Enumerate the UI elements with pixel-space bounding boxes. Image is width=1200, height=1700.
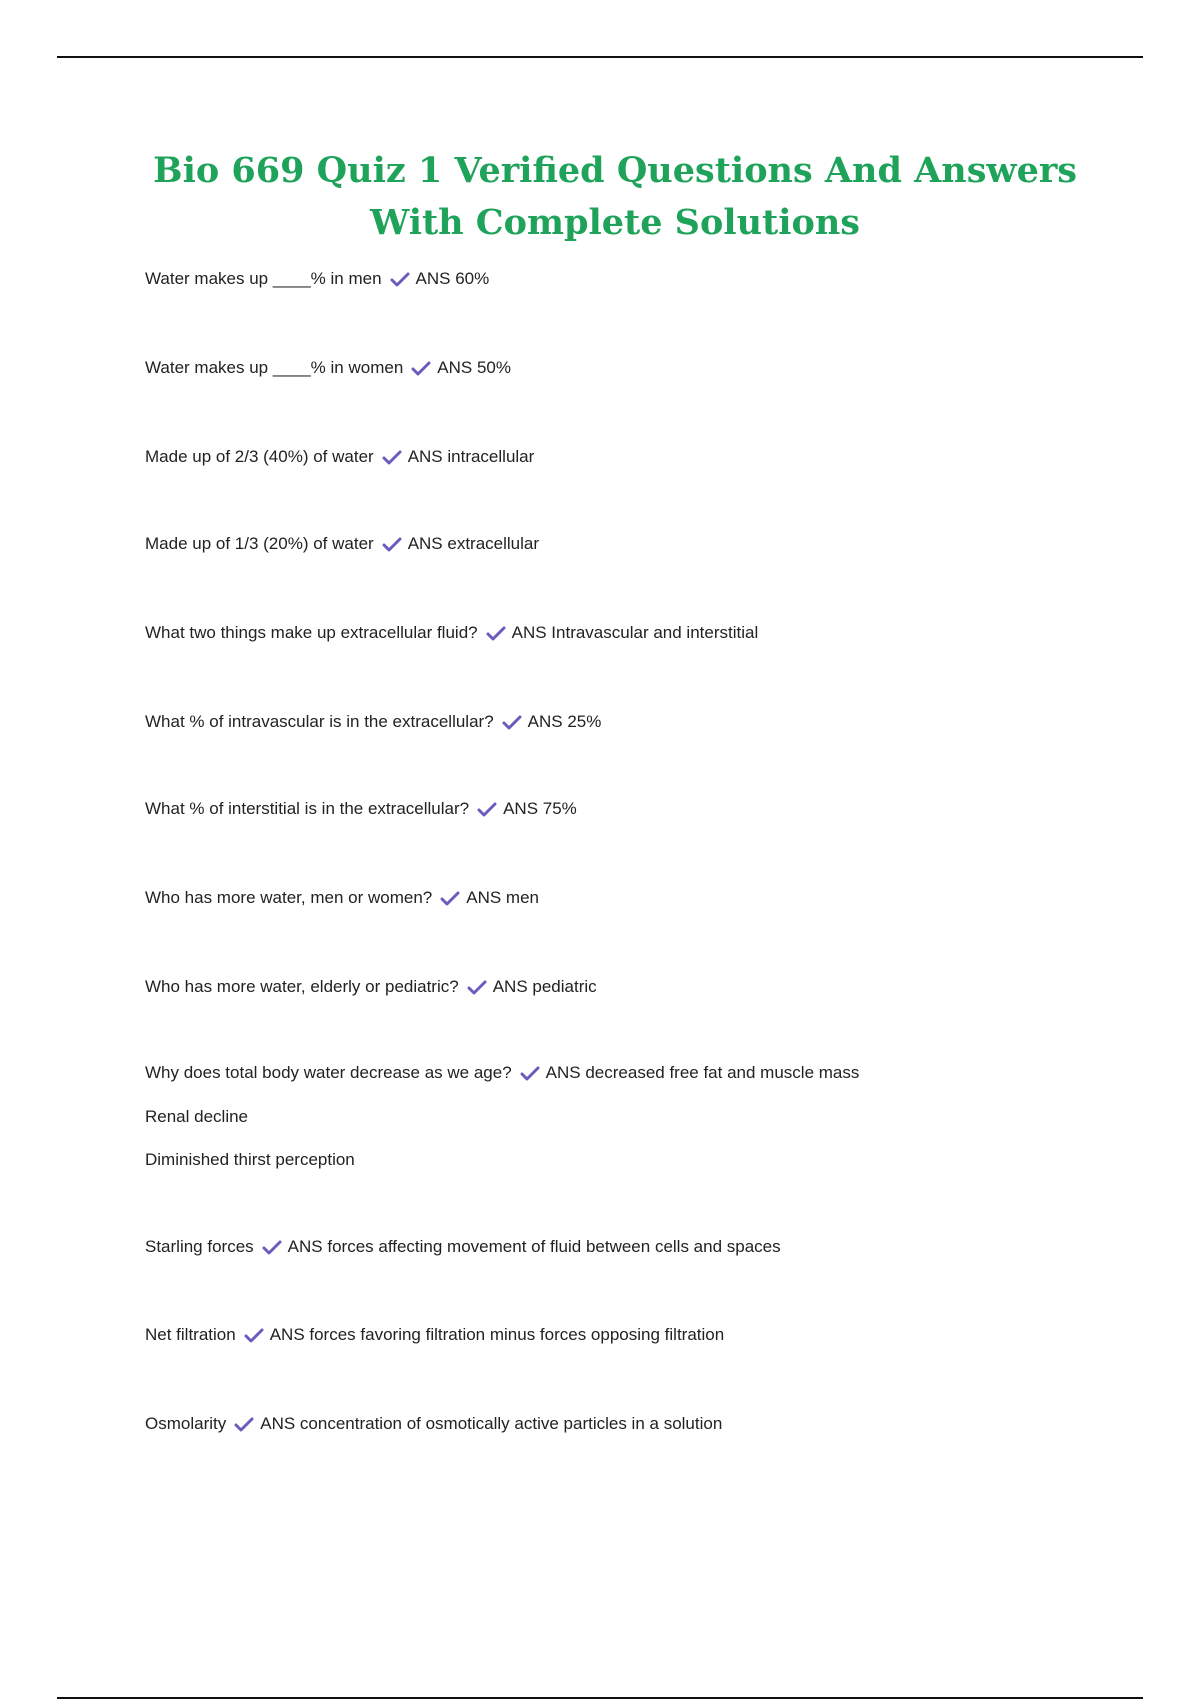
- question-text: What two things make up extracellular fluid?: [145, 623, 478, 642]
- answer-text: ANS forces affecting movement of fluid between cells and spaces: [287, 1237, 781, 1256]
- checkmark-icon: [502, 714, 522, 730]
- checkmark-icon: [440, 890, 460, 906]
- answer-text: ANS 60%: [415, 269, 490, 288]
- qa-item: [145, 357, 511, 379]
- checkmark-icon: [411, 360, 431, 376]
- answer-text: ANS intracellular: [407, 447, 535, 466]
- checkmark-icon: [486, 625, 506, 641]
- qa-item: [145, 711, 601, 733]
- qa-item: [145, 1062, 859, 1084]
- checkmark-icon: [477, 801, 497, 817]
- qa-item: [145, 268, 489, 290]
- answer-text: ANS decreased free fat and muscle mass: [545, 1063, 860, 1082]
- question-text: Water makes up ____% in men: [145, 269, 382, 288]
- checkmark-icon: [234, 1416, 254, 1432]
- qa-item: [145, 533, 539, 555]
- qa-item: [145, 798, 577, 820]
- answer-continuation: Renal decline: [145, 1107, 249, 1126]
- question-text: What % of intravascular is in the extracellular?: [145, 712, 494, 731]
- checkmark-icon: [520, 1065, 540, 1081]
- question-text: Made up of 2/3 (40%) of water: [145, 447, 374, 466]
- checkmark-icon: [262, 1239, 282, 1255]
- checkmark-icon: [390, 271, 410, 287]
- qa-item: [145, 887, 539, 909]
- question-text: Starling forces: [145, 1237, 254, 1256]
- answer-text: ANS Intravascular and interstitial: [511, 623, 759, 642]
- answer-text: ANS men: [466, 888, 539, 907]
- question-text: Who has more water, men or women?: [145, 888, 433, 907]
- answer-text: ANS forces favoring filtration minus forces opposing filtration: [269, 1325, 725, 1344]
- question-text: Why does total body water decrease as we age?: [145, 1063, 512, 1082]
- question-text: Osmolarity: [145, 1414, 227, 1433]
- question-text: What % of interstitial is in the extracellular?: [145, 799, 470, 818]
- bottom-rule: [57, 1697, 1143, 1699]
- question-text: Net filtration: [145, 1325, 236, 1344]
- answer-continuation: Diminished thirst perception: [145, 1150, 355, 1169]
- question-text: Who has more water, elderly or pediatric?: [145, 977, 459, 996]
- answer-text: ANS 25%: [527, 712, 602, 731]
- answer-text: ANS 75%: [503, 799, 577, 818]
- qa-item: [145, 622, 758, 644]
- qa-item: [145, 1324, 724, 1346]
- qa-item: [145, 1413, 722, 1435]
- question-text: Made up of 1/3 (20%) of water: [145, 534, 374, 553]
- checkmark-icon: [382, 449, 402, 465]
- checkmark-icon: [467, 979, 487, 995]
- checkmark-icon: [244, 1327, 264, 1343]
- qa-item: [145, 446, 534, 468]
- answer-text: ANS 50%: [437, 358, 511, 377]
- top-rule: [57, 56, 1143, 58]
- page-title: Bio 669 Quiz 1 Verified Questions And Answers With Complete Solutions: [153, 150, 1077, 243]
- qa-item: [145, 1236, 781, 1258]
- answer-text: ANS pediatric: [492, 977, 597, 996]
- checkmark-icon: [382, 536, 402, 552]
- question-text: Water makes up ____% in women: [145, 358, 404, 377]
- answer-text: ANS extracellular: [407, 534, 540, 553]
- answer-text: ANS concentration of osmotically active particles in a solution: [260, 1414, 723, 1433]
- qa-item: [145, 976, 597, 998]
